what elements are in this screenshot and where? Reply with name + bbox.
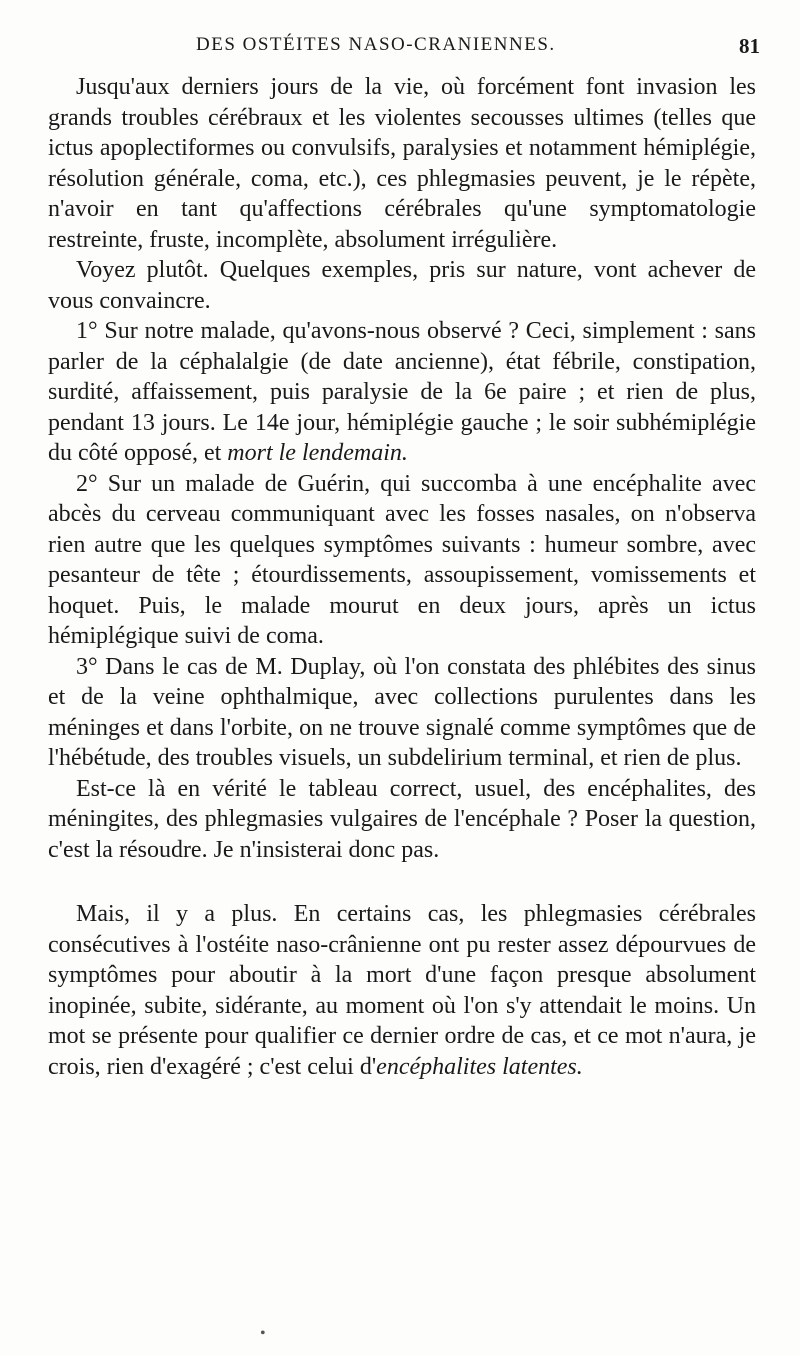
paragraph-6: Est-ce là en vérité le tableau correct, usuel, des encéphalites, des méningites, des phlegmasies vulgaires de l'encéphale ? Poser la question, c'est la résoudre. Je n'insisterai donc pas.: [48, 775, 756, 863]
page-number: 81: [739, 34, 760, 58]
paragraph-4: 2° Sur un malade de Guérin, qui succomba à une encéphalite avec abcès du cerveau communiquant avec les fosses nasales, on n'observa rien autre que les quelques symptômes suivants : humeur sombre, avec pesanteur de tête ; étourdissements, assoupissement, vomissements et hoquet. Puis, le malade mourut en deux jours, après un ictus hémiplégique suivi de coma.: [48, 470, 756, 649]
paragraph-5: 3° Dans le cas de M. Duplay, où l'on constata des phlébites des sinus et de la veine ophthalmique, avec collections purulentes dans les méninges et dans l'orbite, on ne trouve signalé comme symptômes que de l'hébétude, des troubles visuels, un subdelirium terminal, et rien de plus.: [48, 653, 756, 771]
paragraph-2: Voyez plutôt. Quelques exemples, pris sur nature, vont achever de vous convaincre.: [48, 257, 756, 314]
paragraph-7-italic: encéphalites latentes.: [376, 1053, 583, 1080]
paragraph-gap: [48, 865, 756, 899]
paragraph-7-text: Mais, il y a plus. En certains cas, les phlegmasies cérébrales consécutives à l'ostéite naso-crânienne ont pu rester assez dépourvues de symptômes pour aboutir à la mort d'une façon presque absolument inopinée, subite, sidérante, au moment où l'on s'y attendait le moins. Un mot se présente pour qualifier ce dernier ordre de cas, et ce mot n'aura, je crois, rien d'exagéré ; c'est celui d': [48, 901, 756, 1080]
page-header: [48, 34, 760, 64]
running-head: DES OSTÉITES NASO-CRANIENNES.: [196, 34, 556, 55]
paragraph-3-italic: mort le lendemain.: [227, 440, 408, 466]
paragraph-3-text: 1° Sur notre malade, qu'avons-nous observé ? Ceci, simplement : sans parler de la céphalalgie (de date ancienne), état fébrile, constipation, surdité, affaissement, puis paralysie de la 6e paire ; et rien de plus, pendant 13 jours. Le 14e jour, hémiplégie gauche ; le soir subhémiplégie du côté opposé, et: [48, 318, 756, 466]
paragraph-3: [48, 316, 756, 469]
printer-mark: •: [260, 1325, 266, 1342]
paragraph-7: [48, 899, 756, 1082]
body-text: [48, 72, 756, 1082]
paragraph-1: Jusqu'aux derniers jours de la vie, où forcément font invasion les grands troubles cérébraux et les violentes secousses ultimes (telles que ictus apoplectiformes ou convulsifs, paralysies et notamment hémiplégie, résolution générale, coma, etc.), ces phlegmasies peuvent, je le répète, n'avoir en tant qu'affections cérébrales qu'une symptomatologie restreinte, fruste, incomplète, absolument irrégulière.: [48, 74, 756, 253]
